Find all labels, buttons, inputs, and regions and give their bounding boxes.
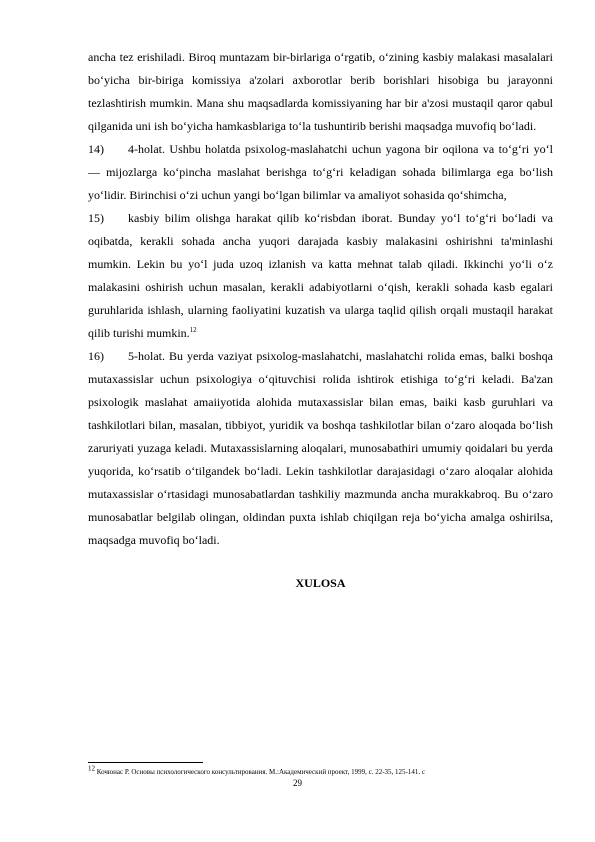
footnote-divider: [88, 762, 203, 763]
numbered-paragraph-14: [88, 138, 553, 207]
item-number: 16): [88, 349, 104, 363]
item-number: 15): [88, 211, 104, 225]
page-number: 29: [293, 778, 302, 788]
footnote: [88, 764, 558, 777]
footnote-text: Кочюнас Р. Основы психологического консультирования. М.:Академический проект, 1999, с. 22-35, 125-141. с: [96, 768, 425, 776]
body-text: [88, 46, 553, 595]
numbered-paragraph-15: [88, 207, 553, 345]
paragraph: ancha tez erishiladi. Biroq muntazam bir-birlariga o‘rgatib, o‘zining kasbiy malakasi masalalari bo‘yicha bir-biriga komissiya a'zolari axborotlar berib borishlari hisobiga bu jarayonni tezlashtirish mumkin. Mana shu maqsadlarda komissiyaning har bir a'zosi mustaqil qaror qabul qilganida uni ish bo‘yicha hamkasblariga to‘la tushuntirib berishi maqsadga muvofiq bo‘ladi.: [88, 50, 553, 133]
footnote-ref: 12: [189, 326, 197, 334]
section-heading: XULOSA: [295, 576, 346, 590]
item-text: kasbiy bilim olishga harakat qilib ko‘risbdan iborat. Bunday yo‘l to‘g‘ri bo‘ladi va oqibatda, kerakli sohada ancha yuqori darajada kasbiy malakasini oshirishni ta'minlashi mumkin. Lekin bu yo‘l juda uzoq izlanish va katta mehnat talab qiladi. Ikkinchi yo‘li o‘z malakasini oshirish uchun masalan, kerakli adabiyotlarni o‘qish, kerakli sohada kasb egalari guruhlarida ishlash, ularning faoliyatini kuzatish va ularga taqlid qilish orqali mustaqil harakat qilib turishi mumkin.: [88, 211, 553, 340]
item-text: 4-holat. Ushbu holatda psixolog-maslahatchi uchun yagona bir oqilona va to‘g‘ri yo‘l — mijozlarga ko‘pincha maslahat berishga to‘g‘ri keladigan sohada bilimlarga ega bo‘lish yo‘lidir. Birinchisi o‘zi uchun yangi bo‘lgan bilimlar va amaliyot sohasida qo‘shimcha,: [88, 142, 553, 202]
item-number: 14): [88, 142, 104, 156]
item-text: 5-holat. Bu yerda vaziyat psixolog-maslahatchi, maslahatchi rolida emas, balki boshqa mutaxassislar uchun psixologiya o‘qituvchisi rolida ishtirok etishiga to‘g‘ri keladi. Ba'zan psixologik maslahat amaiiyotida alohida mutaxassislar bilan emas, baiki kasb guruhlari va tashkilotlari bilan, masalan, tibbiyot, yuridik va boshqa tashkilotlar bilan o‘zaro aloqada bo‘lish zaruriyati yuzaga keladi. Mutaxassislarning aloqalari, munosabathiri umumiy qoidalari bu yerda yuqorida, ko‘rsatib o‘tilgandek bo‘ladi. Lekin tashkilotlar darajasidagi o‘zaro aloqalar alohida mutaxassislar o‘rtasidagi munosabatlardan tashkiliy mazmunda ancha murakkabroq. Bu o‘zaro munosabatlar belgilab olingan, oldindan puxta ishlab chiqilgan reja bo‘yicha amalga oshirilsa, maqsadga muvofiq bo‘ladi.: [88, 349, 553, 547]
numbered-paragraph-16: [88, 345, 553, 552]
footnote-number: 12: [88, 764, 95, 773]
